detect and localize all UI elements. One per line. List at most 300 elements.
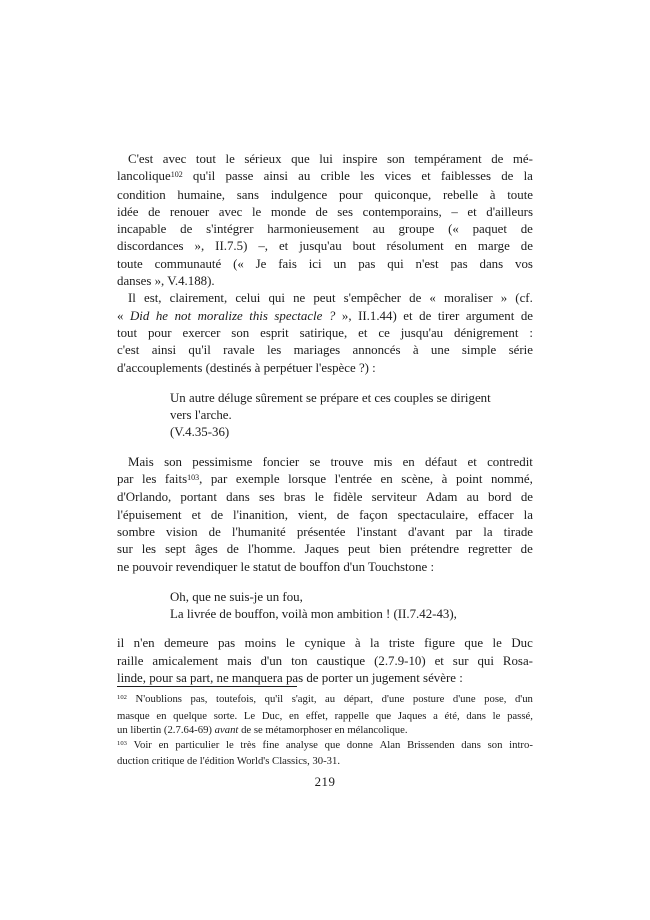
word — [521, 221, 533, 238]
text-segment: de — [336, 507, 350, 522]
text-segment: harmonieusement — [267, 222, 359, 237]
word — [337, 507, 349, 524]
word — [117, 635, 124, 652]
text-line — [117, 256, 533, 273]
word — [299, 238, 341, 255]
text-segment: mais — [227, 653, 252, 668]
text-segment: lui — [319, 152, 333, 166]
word — [271, 204, 306, 221]
text-segment: les — [266, 343, 282, 358]
text-segment: tout — [117, 325, 138, 340]
word — [333, 256, 346, 273]
word — [225, 168, 253, 186]
word — [173, 709, 207, 724]
word — [117, 342, 139, 359]
word — [435, 653, 444, 670]
word — [429, 290, 435, 307]
word — [182, 325, 220, 342]
text-line — [117, 471, 533, 489]
text-segment: ses — [258, 490, 275, 505]
word — [291, 653, 307, 670]
word — [504, 524, 533, 541]
word — [342, 151, 377, 168]
text-segment: par — [455, 524, 473, 539]
text-segment: de — [180, 222, 193, 237]
word — [219, 204, 243, 221]
word — [117, 524, 155, 541]
word — [152, 653, 218, 670]
text-segment: les — [360, 169, 375, 184]
word — [333, 489, 362, 506]
text-segment: esprit — [260, 325, 289, 340]
word — [117, 256, 143, 273]
word — [298, 507, 327, 524]
word — [374, 454, 393, 471]
text-segment: que — [464, 636, 484, 651]
text-segment: , — [199, 472, 203, 487]
text-segment: incapable — [117, 222, 167, 237]
word — [478, 238, 510, 255]
text-segment: pas — [217, 636, 236, 651]
text-line — [117, 221, 533, 238]
word — [515, 692, 533, 709]
text-segment: pour — [338, 187, 363, 202]
text-segment: II.7.5) — [215, 239, 248, 254]
word — [374, 653, 426, 670]
word — [252, 204, 261, 221]
text-segment: « — [117, 308, 124, 323]
text-segment: résolument — [386, 239, 444, 254]
word — [227, 541, 239, 558]
text-segment: départ, — [343, 693, 374, 705]
word — [478, 507, 514, 524]
word — [443, 187, 478, 204]
text-segment: façon — [359, 507, 388, 522]
text-segment: fidèle — [333, 490, 363, 505]
word — [293, 290, 305, 307]
word — [521, 541, 533, 558]
text-segment: à — [354, 636, 361, 651]
footnote-reference: 103 — [117, 740, 127, 747]
word — [467, 454, 476, 471]
text-segment: se — [309, 454, 321, 469]
text-segment: par — [117, 472, 134, 487]
word — [455, 238, 467, 255]
text-segment: Je — [255, 256, 267, 271]
word — [134, 635, 155, 652]
text-segment: le — [251, 204, 262, 219]
text-segment: et — [278, 239, 289, 254]
text-segment: masque — [117, 709, 150, 722]
word — [316, 204, 328, 221]
text-segment: crible — [320, 169, 350, 184]
text-segment: dans — [226, 490, 250, 505]
word — [175, 738, 219, 755]
text-segment: avec — [218, 204, 243, 219]
word — [414, 151, 481, 168]
word — [258, 238, 268, 255]
word — [488, 489, 512, 506]
word — [355, 635, 361, 652]
text-segment: l'homme. — [247, 542, 296, 557]
text-segment: s'intégrer — [206, 222, 254, 237]
text-segment: de — [210, 507, 224, 522]
text-segment: Un autre déluge sûrement se prépare et ces couples se dirigent — [170, 390, 491, 405]
text-segment: quiconque, — [374, 187, 432, 202]
word — [433, 709, 438, 724]
word — [509, 342, 533, 359]
footnote-reference: 103 — [187, 472, 200, 482]
text-segment: et — [467, 454, 477, 469]
word — [209, 524, 221, 541]
word — [244, 709, 255, 724]
text-segment: c'est — [117, 343, 140, 358]
word — [448, 221, 459, 238]
text-segment: marge — [477, 239, 510, 254]
text-segment: peut — [313, 291, 336, 306]
text-segment: fine — [262, 738, 280, 751]
word — [344, 692, 373, 709]
text-segment: l'inanition, — [233, 507, 288, 522]
word — [165, 541, 186, 558]
word — [232, 524, 286, 541]
word — [117, 709, 150, 724]
word — [425, 454, 457, 471]
text-line — [117, 360, 533, 377]
text-segment: argument — [465, 308, 515, 323]
text-segment: point — [455, 472, 483, 487]
word — [484, 692, 506, 709]
word — [466, 308, 514, 325]
text-segment: d'ailleurs — [486, 204, 533, 219]
text-segment: pose, — [484, 693, 507, 705]
text-segment: au — [466, 490, 479, 505]
footnote-reference: 102 — [170, 169, 183, 179]
text-line — [117, 559, 533, 576]
word — [325, 692, 335, 709]
text-segment: l'instant — [356, 524, 397, 539]
word — [358, 325, 367, 342]
word — [316, 653, 365, 670]
word — [381, 471, 393, 489]
word — [524, 507, 533, 524]
text-segment: Duc — [511, 636, 533, 651]
word — [128, 290, 136, 307]
word — [467, 204, 476, 221]
word — [509, 738, 533, 755]
text-segment: est, — [143, 291, 162, 306]
text-segment: Jaques — [304, 542, 340, 557]
text-segment: (« — [233, 256, 244, 271]
text-segment: de — [501, 169, 514, 184]
word — [117, 204, 138, 221]
word — [521, 489, 533, 506]
text-line — [117, 692, 533, 709]
word — [259, 489, 275, 506]
word — [117, 325, 137, 342]
word — [286, 738, 318, 755]
text-segment: mé- — [512, 152, 533, 166]
text-segment: raille — [117, 653, 144, 668]
word — [453, 653, 469, 670]
text-segment: dans — [466, 709, 486, 722]
word — [198, 308, 243, 325]
word — [335, 471, 372, 489]
text-segment: de — [520, 308, 533, 323]
text-segment: en — [156, 709, 167, 722]
text-segment: lorsque — [288, 472, 327, 487]
text-segment: sur — [452, 653, 469, 668]
word — [382, 692, 405, 709]
word — [337, 204, 353, 221]
word — [305, 541, 339, 558]
word — [156, 709, 166, 724]
text-segment: en — [454, 239, 467, 254]
word — [413, 342, 419, 359]
text-segment: simple — [461, 343, 497, 358]
text-segment: en — [289, 709, 300, 722]
word — [117, 168, 183, 186]
word — [426, 489, 458, 506]
text-segment: l'entrée — [334, 472, 372, 487]
word — [442, 471, 448, 489]
word — [130, 308, 149, 325]
word — [231, 325, 249, 342]
text-segment: par — [210, 472, 228, 487]
italic-text: not — [174, 308, 192, 323]
text-segment: tirer — [437, 308, 460, 323]
word — [431, 342, 450, 359]
word — [180, 221, 192, 238]
word — [225, 151, 234, 168]
text-segment: la — [523, 507, 533, 522]
text-segment: tempérament — [414, 152, 482, 166]
word — [373, 221, 385, 238]
word — [344, 290, 401, 307]
text-segment: fais — [278, 256, 297, 271]
word — [387, 256, 403, 273]
word — [214, 709, 237, 724]
word — [454, 325, 518, 342]
text-segment: cynique — [304, 636, 346, 651]
paragraph — [117, 635, 533, 687]
word — [170, 204, 209, 221]
word — [487, 454, 533, 471]
word — [357, 524, 397, 541]
text-segment: faiblesses — [440, 169, 491, 184]
text-segment: posture — [412, 693, 445, 705]
word — [380, 738, 401, 755]
text-segment: foncier — [262, 454, 300, 469]
text-segment: pas — [450, 256, 468, 271]
word — [359, 507, 388, 524]
text-segment: rebelle — [442, 187, 479, 202]
word — [363, 204, 442, 221]
word — [245, 635, 277, 652]
text-segment: sans — [236, 187, 259, 202]
text-segment: toute — [507, 187, 533, 202]
text-segment: son — [164, 454, 182, 469]
word — [298, 168, 310, 186]
word — [134, 738, 152, 755]
text-segment: trouve — [330, 454, 364, 469]
word — [263, 454, 300, 471]
word — [264, 168, 288, 186]
word — [249, 308, 268, 325]
text-segment: effet, — [305, 709, 328, 722]
word — [170, 290, 228, 307]
text-segment: (2.7.9-10) — [374, 653, 426, 668]
text-segment: Jaques — [397, 709, 427, 722]
text-segment: de — [409, 291, 422, 306]
text-segment: dans — [479, 256, 504, 271]
word — [385, 168, 412, 186]
text-segment: demeure — [164, 636, 209, 651]
text-segment: rappelle — [334, 709, 370, 722]
text-segment: Il — [128, 291, 136, 306]
text-segment: et — [403, 308, 413, 323]
text-segment: à — [489, 187, 496, 202]
word — [353, 342, 401, 359]
word — [490, 187, 496, 204]
text-segment: (cf. — [515, 291, 533, 306]
text-segment: moraliser — [443, 291, 493, 306]
text-segment: – — [451, 204, 458, 219]
text-segment: Rosa- — [502, 653, 533, 668]
text-segment: tirade — [503, 524, 533, 539]
text-segment: de — [491, 152, 504, 166]
word — [507, 709, 533, 724]
text-line — [170, 589, 533, 606]
word — [117, 738, 127, 755]
word — [456, 471, 483, 489]
footnote-rule — [117, 686, 297, 687]
word — [286, 635, 295, 652]
text-segment: et — [358, 325, 368, 340]
word — [135, 692, 181, 709]
text-line — [117, 187, 533, 204]
text-segment: inspire — [342, 152, 378, 166]
text-segment: bord — [487, 490, 512, 505]
word — [438, 308, 459, 325]
text-segment: le — [285, 636, 295, 651]
word — [237, 187, 259, 204]
word — [117, 187, 166, 204]
block-quote — [170, 390, 533, 442]
text-segment: sérieux — [244, 152, 282, 166]
word — [378, 325, 389, 342]
word — [309, 256, 322, 273]
text-segment: satirique, — [299, 325, 348, 340]
text-segment: en — [380, 472, 393, 487]
text-segment: Alan — [379, 738, 401, 751]
word — [288, 471, 326, 489]
text-segment: d'avant — [407, 524, 445, 539]
word — [409, 290, 421, 307]
word — [117, 308, 123, 325]
text-segment: de — [419, 308, 432, 323]
text-line — [117, 541, 533, 558]
word — [486, 204, 533, 221]
word — [450, 256, 467, 273]
text-segment: à — [441, 472, 448, 487]
text-line — [117, 507, 533, 524]
word — [188, 342, 210, 359]
text-segment: intro- — [509, 738, 533, 751]
word — [117, 507, 182, 524]
word — [267, 342, 281, 359]
word — [521, 238, 533, 255]
text-segment: l'épuisement — [117, 507, 182, 522]
text-segment: pour — [147, 325, 172, 340]
text-segment: condition — [117, 187, 166, 202]
word — [524, 168, 533, 186]
word — [233, 507, 288, 524]
word — [413, 692, 444, 709]
text-segment: bout — [352, 239, 376, 254]
text-segment: Le — [243, 709, 256, 722]
text-segment: présentée — [296, 524, 346, 539]
text-line — [117, 204, 533, 221]
word — [268, 290, 284, 307]
text-segment: regretter — [468, 542, 512, 557]
text-segment: âges — [194, 542, 218, 557]
word — [319, 151, 333, 168]
word — [398, 709, 427, 724]
word — [260, 653, 282, 670]
footnote — [117, 692, 533, 738]
word — [441, 168, 491, 186]
word — [193, 168, 215, 186]
text-segment: de — [520, 239, 533, 254]
text-segment: sept — [165, 542, 186, 557]
text-segment: ici — [308, 256, 322, 271]
word — [372, 489, 417, 506]
text-line — [117, 524, 533, 541]
text-segment: clairement, — [169, 291, 228, 306]
text-segment: très — [240, 738, 256, 751]
word — [401, 471, 433, 489]
word — [387, 151, 405, 168]
text-segment: avec — [162, 152, 187, 166]
text-segment: paquet — [472, 222, 507, 237]
text-segment: quelque — [173, 709, 207, 722]
word — [419, 308, 431, 325]
text-segment: de — [520, 490, 533, 505]
word — [342, 308, 352, 325]
word — [117, 238, 184, 255]
text-segment: de — [208, 524, 221, 539]
text-segment: bien — [379, 542, 402, 557]
word — [260, 325, 289, 342]
word — [468, 541, 512, 558]
text-segment: d'une — [381, 693, 405, 705]
text-segment: Duc, — [261, 709, 283, 722]
text-segment: passe — [225, 169, 254, 184]
word — [117, 471, 133, 489]
text-segment: les — [141, 542, 157, 557]
text-segment: dénigrement — [454, 325, 519, 340]
text-segment: vices — [384, 169, 412, 184]
word — [148, 204, 160, 221]
text-segment: peut — [348, 542, 371, 557]
text-segment: la — [523, 169, 533, 184]
text-segment: monde — [270, 204, 306, 219]
footnotes-section — [117, 686, 533, 769]
text-segment: groupe — [398, 222, 435, 237]
text-segment: dans — [461, 738, 481, 751]
text-segment: Voir — [133, 738, 152, 751]
